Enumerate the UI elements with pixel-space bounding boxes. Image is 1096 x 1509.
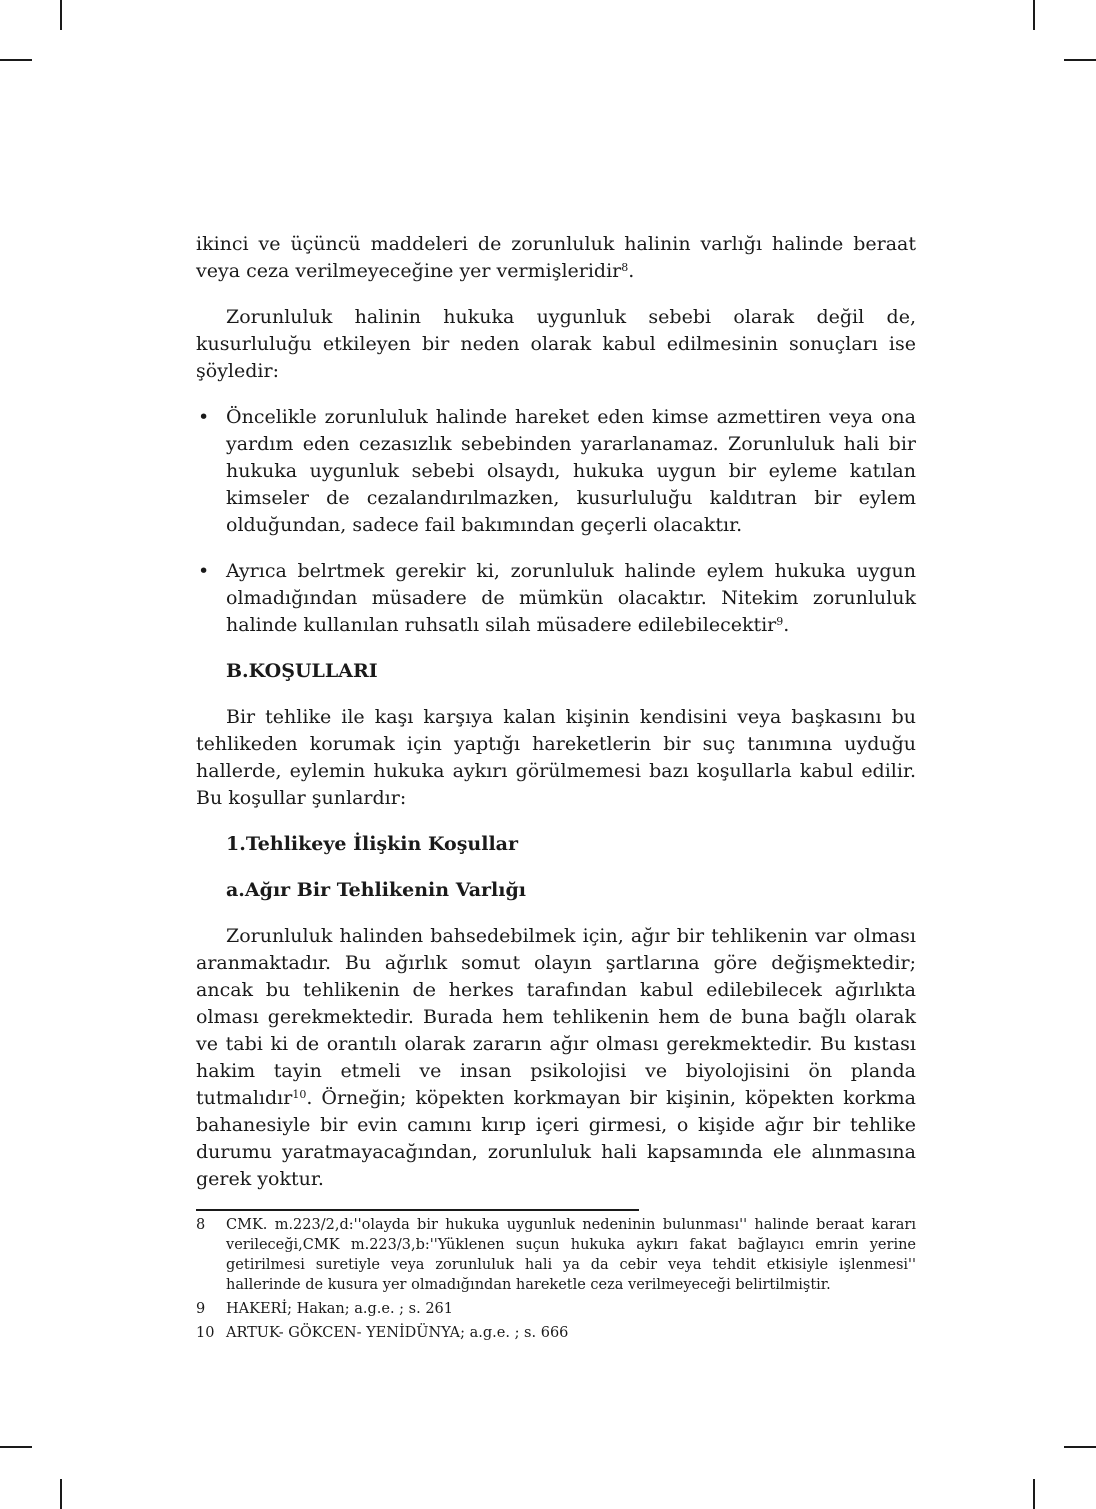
footnote-number: 9	[196, 1301, 206, 1317]
list-item	[196, 404, 916, 539]
crop-mark-top-left	[60, 0, 62, 30]
crop-mark-top-left	[0, 59, 32, 61]
crop-mark-top-right	[1033, 0, 1035, 30]
footnote-text: HAKERİ; Hakan; a.g.e. ; s. 261	[226, 1301, 454, 1317]
paragraph: Bir tehlike ile kaşı karşıya kalan kişinin kendisini veya başkasını bu tehlikeden korumak için yaptığı hareketlerin bir suç tanımına uyduğu hallerde, eylemin hukuka aykırı görülmemesi bazı koşullarla kabul edilir. Bu koşullar şunlardır:	[196, 706, 916, 809]
footnote	[196, 1215, 916, 1295]
crop-mark-bottom-left	[0, 1446, 32, 1448]
paragraph-text: . Örneğin; köpekten korkmayan bir kişinin, köpekten korkma bahanesiyle bir evin camını kırıp içeri girmesi, o kişide ağır bir tehlike durumu yaratmayacağından, zorunluluk hali kapsamında ele alınmasına gerek yoktur.	[196, 1087, 916, 1190]
list-item-text: Ayrıca belrtmek gerekir ki, zorunluluk halinde eylem hukuka uygun olmadığından müsadere de mümkün olacaktır. Nitekim zorunluluk halinde kullanılan ruhsatlı silah müsadere edilebilecektir	[226, 560, 916, 636]
paragraph-end: .	[628, 260, 635, 282]
crop-mark-bottom-right	[1064, 1446, 1096, 1448]
paragraph: Zorunluluk halinin hukuka uygunluk sebebi olarak değil de, kusurluluğu etkileyen bir neden olarak kabul edilmesinin sonuçları ise şöyledir:	[196, 306, 916, 382]
paragraph-text: Zorunluluk halinden bahsedebilmek için, ağır bir tehlikenin var olması aranmaktadır. Bu ağırlık somut olayın şartlarına göre değişmektedir; ancak bu tehlikenin de herkes tarafından kabul edilebilecek ağırlıkta olması gerekmektedir. Burada hem tehlikenin hem de buna bağlı olarak ve tabi ki de orantılı olarak zararın ağır olması gerekmektedir. Bu kıstası hakim tayin etmeli ve insan psikolojisi ve biyolojisini ön planda tutmalıdır	[196, 925, 916, 1109]
footnote-number: 8	[196, 1217, 206, 1233]
bullet-icon: •	[198, 560, 210, 582]
paragraph	[196, 923, 916, 1193]
subsection-heading: 1.Tehlikeye İlişkin Koşullar	[226, 833, 518, 855]
crop-mark-bottom-right	[1033, 1479, 1035, 1509]
footnote-ref: 10	[292, 1088, 307, 1101]
list-item-end: .	[783, 614, 790, 636]
footnote-text: CMK. m.223/2,d:''olayda bir hukuka uygunluk nedeninin bulunması'' halinde beraat kararı verileceği,CMK m.223/3,b:''Yüklenen suçun hukuka aykırı fakat bağlayıcı emrin yerine getirilmesi suretiyle veya zorunluluk hali ya da cebir veya tehdit etkisiyle işlenmesi'' hallerinde de kusura yer olmadığından hareketle ceza verilmeyeceği belirtilmiştir.	[226, 1217, 916, 1293]
footnote	[196, 1299, 916, 1319]
subsubsection-heading: a.Ağır Bir Tehlikenin Varlığı	[226, 879, 526, 901]
footnotes	[196, 1209, 916, 1347]
list-item	[196, 558, 916, 639]
crop-mark-bottom-left	[60, 1479, 62, 1509]
section-heading: B.KOŞULLARI	[226, 660, 378, 682]
paragraph	[196, 231, 916, 285]
footnote-ref: 8	[621, 261, 629, 274]
footnote-ref: 9	[776, 615, 784, 628]
footnote-divider	[196, 1209, 639, 1211]
list-item-text: Öncelikle zorunluluk halinde hareket eden kimse azmettiren veya ona yardım eden cezasızlık sebebinden yararlanamaz. Zorunluluk hali bir hukuka uygunluk sebebi olsaydı, hukuka uygun bir eyleme katılan kimseler de cezalandırılmazken, kusurluluğu kaldıtran bir eylem olduğundan, sadece fail bakımından geçerli olacaktır.	[226, 406, 916, 536]
bullet-list	[196, 404, 916, 639]
footnote-number: 10	[196, 1325, 215, 1341]
page-body	[196, 231, 916, 1212]
bullet-icon: •	[198, 406, 210, 428]
paragraph-text: ikinci ve üçüncü maddeleri de zorunluluk halinin varlığı halinde beraat veya ceza verilmeyeceğine yer vermişleridir	[196, 233, 916, 282]
crop-mark-top-right	[1064, 59, 1096, 61]
footnote	[196, 1323, 916, 1343]
footnote-text: ARTUK- GÖKCEN- YENİDÜNYA; a.g.e. ; s. 666	[226, 1325, 569, 1341]
